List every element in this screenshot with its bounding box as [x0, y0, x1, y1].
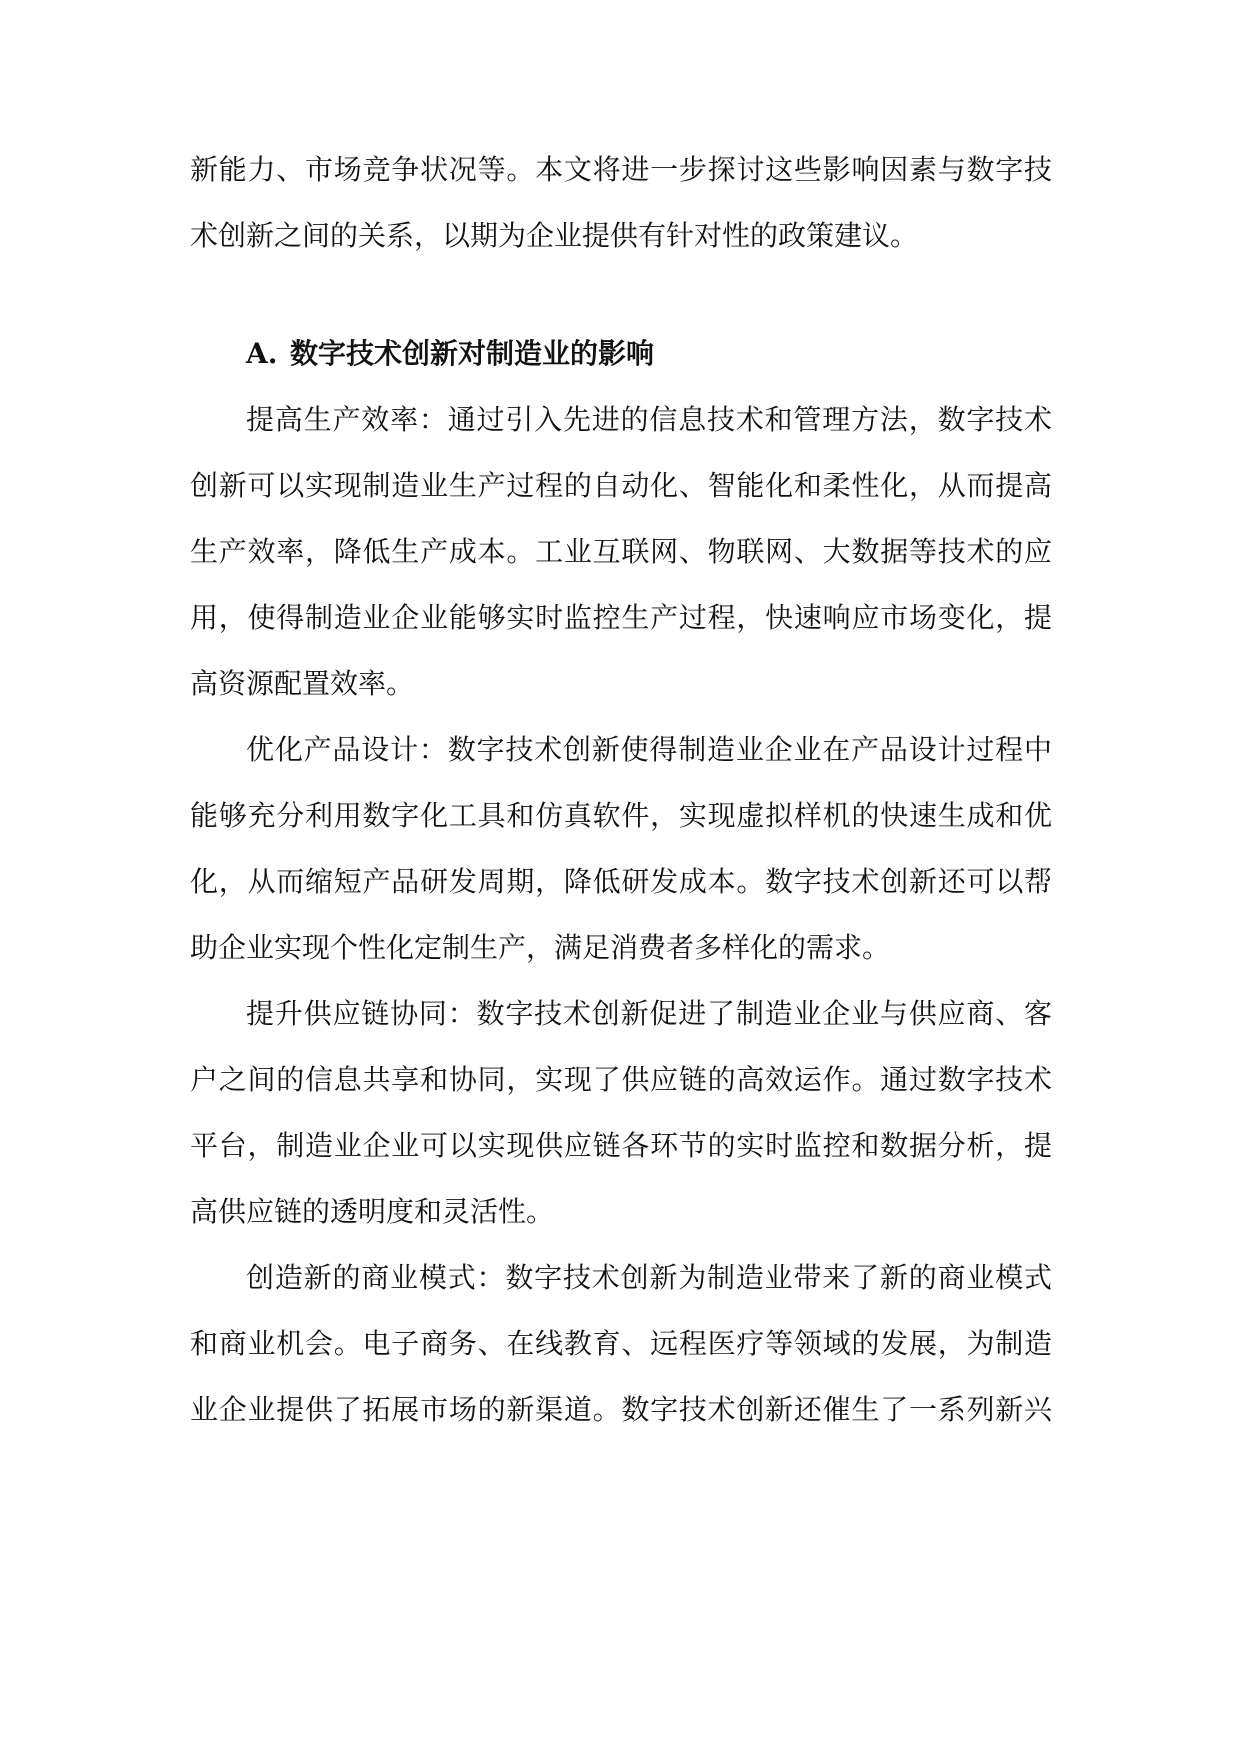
intro-line: 新能力、市场竞争状况等。本文将进一步探讨这些影响因素与数字技 — [190, 153, 1052, 186]
paragraph-line: 助企业实现个性化定制生产，满足消费者多样化的需求。 — [190, 931, 891, 964]
paragraph-line: 生产效率，降低生产成本。工业互联网、物联网、大数据等技术的应 — [190, 535, 1052, 568]
paragraph-line: 户之间的信息共享和协同，实现了供应链的高效运作。通过数字技术 — [190, 1063, 1052, 1096]
paragraph-line: 高供应链的透明度和灵活性。 — [190, 1195, 555, 1228]
section-heading — [246, 334, 654, 374]
paragraph-line: 平台，制造业企业可以实现供应链各环节的实时监控和数据分析，提 — [190, 1129, 1052, 1162]
paragraph-line: 高资源配置效率。 — [190, 667, 415, 700]
intro-line: 术创新之间的关系，以期为企业提供有针对性的政策建议。 — [190, 219, 919, 252]
section-marker: A. — [246, 337, 278, 370]
paragraph-line: 创新可以实现制造业生产过程的自动化、智能化和柔性化，从而提高 — [190, 469, 1052, 502]
paragraph-line: 创造新的商业模式：数字技术创新为制造业带来了新的商业模式 — [246, 1261, 1052, 1294]
paragraph-line: 化，从而缩短产品研发周期，降低研发成本。数字技术创新还可以帮 — [190, 865, 1052, 898]
paragraph-line: 用，使得制造业企业能够实时监控生产过程，快速响应市场变化，提 — [190, 601, 1052, 634]
paragraph-line: 提高生产效率：通过引入先进的信息技术和管理方法，数字技术 — [246, 403, 1052, 436]
paragraph-line: 优化产品设计：数字技术创新使得制造业企业在产品设计过程中 — [246, 733, 1052, 766]
section-title: 数字技术创新对制造业的影响 — [290, 337, 655, 370]
paragraph-line: 和商业机会。电子商务、在线教育、远程医疗等领域的发展，为制造 — [190, 1327, 1052, 1360]
paragraph-line: 提升供应链协同：数字技术创新促进了制造业企业与供应商、客 — [246, 997, 1052, 1030]
paragraph-line: 能够充分利用数字化工具和仿真软件，实现虚拟样机的快速生成和优 — [190, 799, 1052, 832]
paragraph-line: 业企业提供了拓展市场的新渠道。数字技术创新还催生了一系列新兴 — [190, 1393, 1052, 1426]
